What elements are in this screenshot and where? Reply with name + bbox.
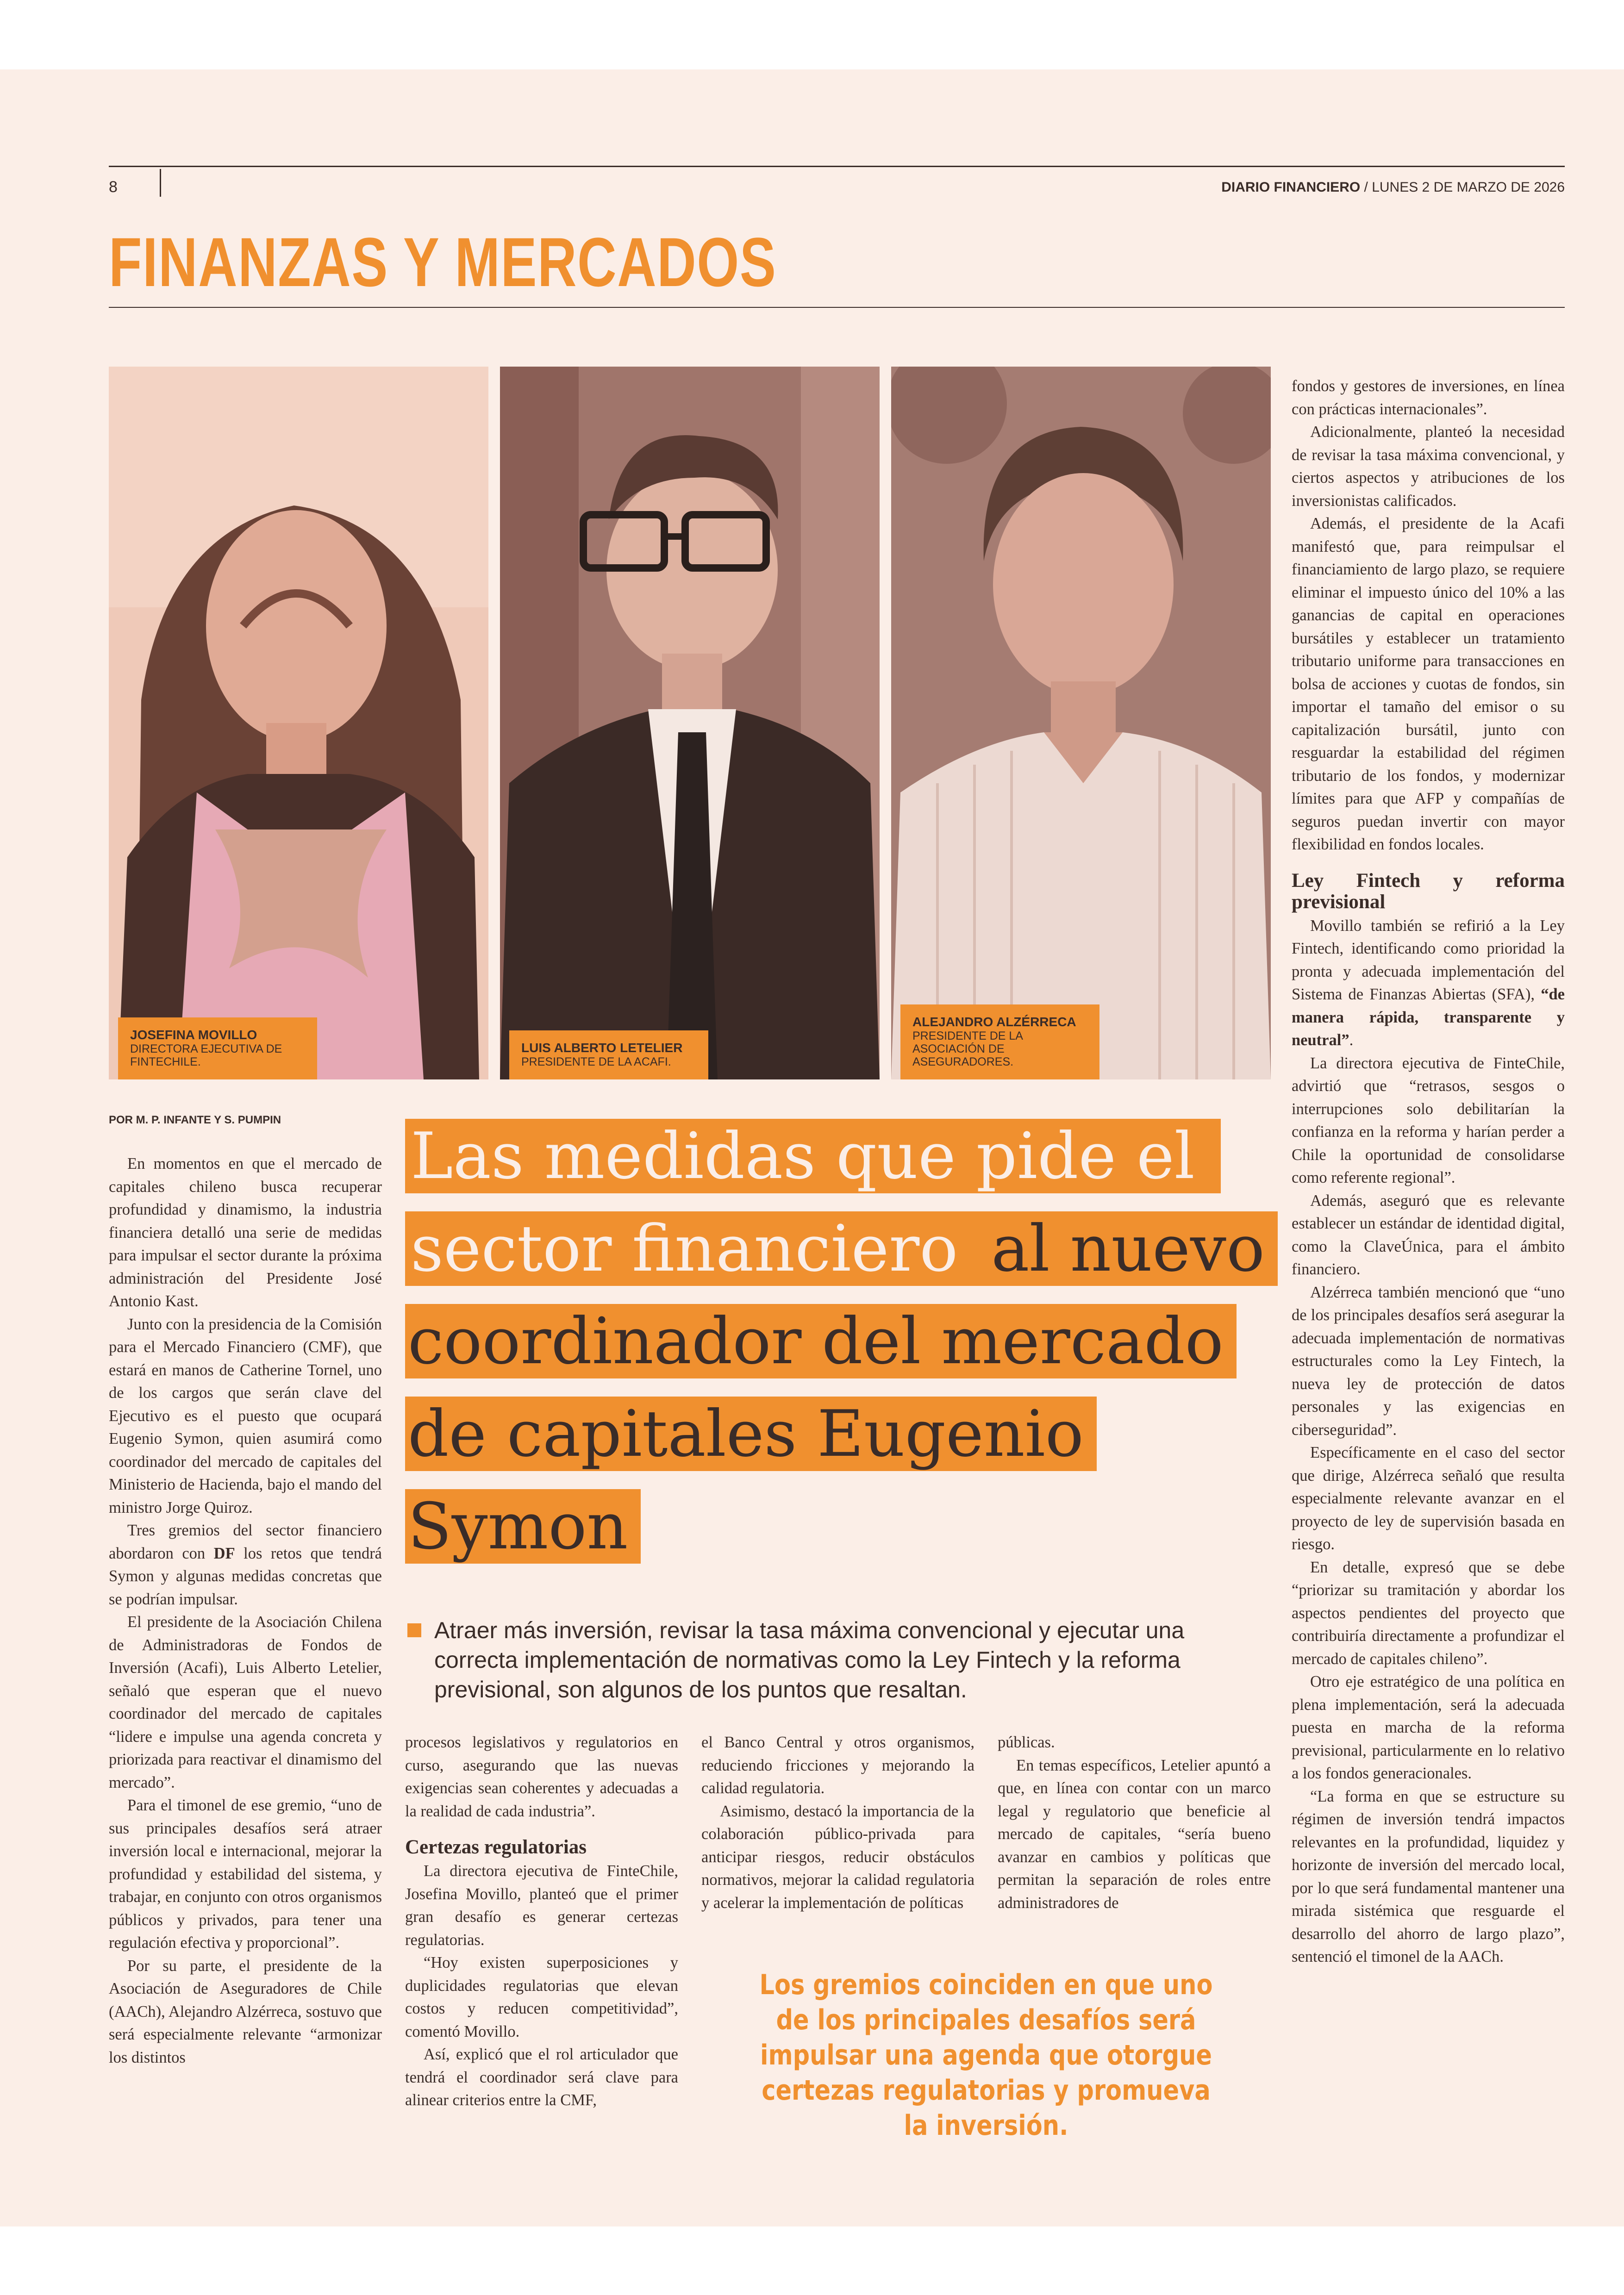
text-run: . (1349, 1031, 1354, 1049)
page-number-divider (160, 169, 161, 197)
text-run-bold: “de manera rápida, transparente y neutral” (1292, 985, 1565, 1049)
page-number: 8 (109, 178, 118, 196)
photo-caption (509, 1030, 708, 1079)
paragraph: En detalle, expresó que se debe “priorizar su tramitación y abordar los aspectos pendientes del proyecto que contribuiría directamente a profundizar el mercado de capitales chileno”. (1292, 1558, 1565, 1668)
subheading: Certezas regulatorias (405, 1836, 587, 1858)
text-run-bold: DF (213, 1544, 235, 1562)
paragraph: Otro eje estratégico de una política en plena implementación, será la adecuada puesta en marcha de la reforma previsional, particularmente en lo relativo a los fondos generacionales. (1292, 1673, 1565, 1782)
headline (405, 1110, 1275, 1573)
caption-name: JOSEFINA MOVILLO (130, 1028, 257, 1042)
column-3 (701, 1731, 974, 1915)
newspaper-name: DIARIO FINANCIERO (1221, 180, 1361, 195)
paragraph: La directora ejecutiva de FinteChile, Josefina Movillo, planteó que el primer gran desafío es generar certezas regulatorias. (405, 1862, 678, 1949)
text-run: los retos que tendrá Symon y algunas medidas concretas que se podrían impulsar. (109, 1544, 382, 1608)
caption-name: ALEJANDRO ALZÉRRECA (912, 1015, 1076, 1029)
portrait-man-glasses (500, 367, 880, 1079)
paragraph: Además, el presidente de la Acafi manifestó que, para reimpulsar el financiamiento de largo plazo, se requiere eliminar el impuesto único del 10% a las ganancias de capital en operaciones bursátiles y establecer un tratamiento tributario uniforme para transacciones en bolsa de acciones y cuotas de fondos, sin importar el tamaño del emisor o su capitalización bursátil, junto con resguardar la estabilidad del régimen tributario de los fondos, y modernizar límites para que AFP y compañías de seguros puedan invertir con mayor flexibilidad en fondos locales. (1292, 515, 1565, 853)
text-run: Movillo también se refirió a la Ley Fintech, identificando como prioridad la pronta y adecuada implementación del Sistema de Finanzas Abiertas (SFA), (1292, 917, 1565, 1003)
photo-luis-alberto-letelier (500, 367, 880, 1079)
caption-role: PRESIDENTE DE LA ASOCIACIÓN DE ASEGURADORES. (912, 1029, 1023, 1068)
paragraph: Junto con la presidencia de la Comisión para el Mercado Financiero (CMF), que estará en manos de Catherine Tornel, uno de los cargos que serán clave del Ejecutivo es el puesto que ocupará Eugenio Symon, quien asumirá como coordinador del mercado de capitales del Ministerio de Hacienda, bajo el mando del ministro Jorge Quiroz. (109, 1315, 382, 1516)
paragraph: Adicionalmente, planteó la necesidad de revisar la tasa máxima convencional, y ciertos aspectos y atribuciones de los inversionistas calificados. (1292, 423, 1565, 510)
caption-role: DIRECTORA EJECUTIVA DE FINTECHILE. (130, 1042, 282, 1068)
section-rule (109, 307, 1565, 308)
photo-caption (900, 1004, 1099, 1079)
deck-bullet-icon (407, 1623, 421, 1637)
byline: POR M. P. INFANTE Y S. PUMPIN (109, 1114, 281, 1126)
caption-role: PRESIDENTE DE LA ACAFI. (521, 1055, 671, 1068)
paragraph: En momentos en que el mercado de capitales chileno busca recuperar profundidad y dinamismo, la industria financiera detalló una serie de medidas para impulsar el sector durante la próxima administración del Presidente José Antonio Kast. (109, 1155, 382, 1310)
photo-caption (118, 1017, 317, 1079)
headline-dark: al nuevo coordinador del mercado de capitales Eugenio Symon (408, 1211, 1265, 1564)
paragraph: Por su parte, el presidente de la Asociación de Aseguradores de Chile (AACh), Alejandro Alzérreca, sostuvo que será especialmente relevante “armonizar los distintos (109, 1957, 382, 2066)
paragraph: Además, aseguró que es relevante establecer un estándar de identidad digital, como la ClaveÚnica, para el ámbito financiero. (1292, 1191, 1565, 1278)
paragraph: Alzérreca también mencionó que “uno de los principales desafíos será asegurar la adecuada implementación de normativas estructurales como la Ley Fintech, la nueva ley de protección de datos personales y las exigencias en ciberseguridad”. (1292, 1283, 1565, 1439)
portrait-woman (109, 367, 488, 1079)
deck-text: Atraer más inversión, revisar la tasa máxima convencional y ejecutar una correcta implementación de normativas como la Ley Fintech y la reforma previsional, son algunos de los puntos que resaltan. (434, 1617, 1185, 1703)
column-4 (998, 1731, 1271, 1915)
masthead (1221, 180, 1565, 195)
portrait-man-curly-hair (891, 367, 1271, 1079)
paragraph: el Banco Central y otros organismos, reduciendo fricciones y mejorando la calidad regulatoria. (701, 1734, 974, 1797)
paragraph: Asimismo, destacó la importancia de la colaboración público-privada para anticipar riesgos, reducir obstáculos normativos, mejorar la calidad regulatoria y acelerar la implementación de políticas (701, 1802, 974, 1912)
paragraph: Específicamente en el caso del sector que dirige, Alzérreca señaló que resulta especialmente relevante avanzar en el proyecto de ley de supervisión basada en riesgo. (1292, 1444, 1565, 1553)
paragraph (109, 1519, 382, 1611)
pull-quote: Los gremios coinciden en que uno de los principales desafíos será impulsar una agenda que otorgue certezas regulatorias y promueva la inversión. (759, 1969, 1213, 2142)
text-run: Tres gremios del sector financiero abordaron con (109, 1522, 382, 1562)
paragraph: públicas. (998, 1734, 1055, 1751)
paragraph: “Hoy existen superposiciones y duplicidades regulatorias que elevan costos y reducen competitividad”, comentó Movillo. (405, 1954, 678, 2040)
paragraph: “La forma en que se estructure su régimen de inversión tendrá impactos relevantes en la profundidad, liquidez y horizonte de inversión del mercado local, por lo que será fundamental mantener una mirada sistémica que resguarde el desarrollo del ahorro de largo plazo”, sentenció el timonel de la AACh. (1292, 1787, 1565, 1965)
header-top-rule (109, 166, 1565, 167)
photo-alejandro-alzerreca (891, 367, 1271, 1079)
caption-name: LUIS ALBERTO LETELIER (521, 1041, 683, 1055)
paragraph: Para el timonel de ese gremio, “uno de sus principales desafíos será atraer inversión local e internacional, mejorar la profundidad y estabilidad del sistema, y trabajar, en conjunto con otros organismos públicos y privados, para tener una regulación efectiva y proporcional”. (109, 1796, 382, 1952)
paragraph: En temas específicos, Letelier apuntó a que, en línea con contar con un marco legal y regulatorio que beneficie al mercado de capitales, “sería bueno avanzar en cambios y políticas que permitan la separación de roles entre administradores de (998, 1756, 1271, 1912)
issue-date: / LUNES 2 DE MARZO DE 2026 (1360, 180, 1565, 195)
paragraph: La directora ejecutiva de FinteChile, advirtió que “retrasos, sesgos o interrupciones solo debilitarían la confianza en la reforma y harían perder a Chile la oportunidad de consolidarse como referente regional”. (1292, 1054, 1565, 1186)
column-5 (1292, 375, 1565, 1969)
paragraph: Así, explicó que el rol articulador que tendrá el coordinador será clave para alinear criterios entre la CMF, (405, 2046, 678, 2109)
paragraph: fondos y gestores de inversiones, en línea con prácticas internacionales”. (1292, 377, 1565, 418)
section-title: FINANZAS Y MERCADOS (109, 223, 777, 301)
column-2 (405, 1731, 678, 2112)
paragraph: procesos legislativos y regulatorios en curso, asegurando que las nuevas exigencias sean coherentes y adecuadas a la realidad de cada industria”. (405, 1734, 678, 1820)
photo-josefina-movillo (109, 367, 488, 1079)
column-1 (109, 1153, 382, 2069)
subheading: Ley Fintech y reforma previsional (1292, 869, 1565, 913)
headline-light: Las medidas que pide el sector financiero (408, 1119, 1208, 1286)
paragraph (1292, 915, 1565, 1052)
paragraph: El presidente de la Asociación Chilena de Administradoras de Fondos de Inversión (Acafi), Luis Alberto Letelier, señaló que esperan que el nuevo coordinador del mercado de capitales “lidere e impulse una agenda concreta y priorizada para reactivar el dinamismo del mercado”. (109, 1613, 382, 1791)
